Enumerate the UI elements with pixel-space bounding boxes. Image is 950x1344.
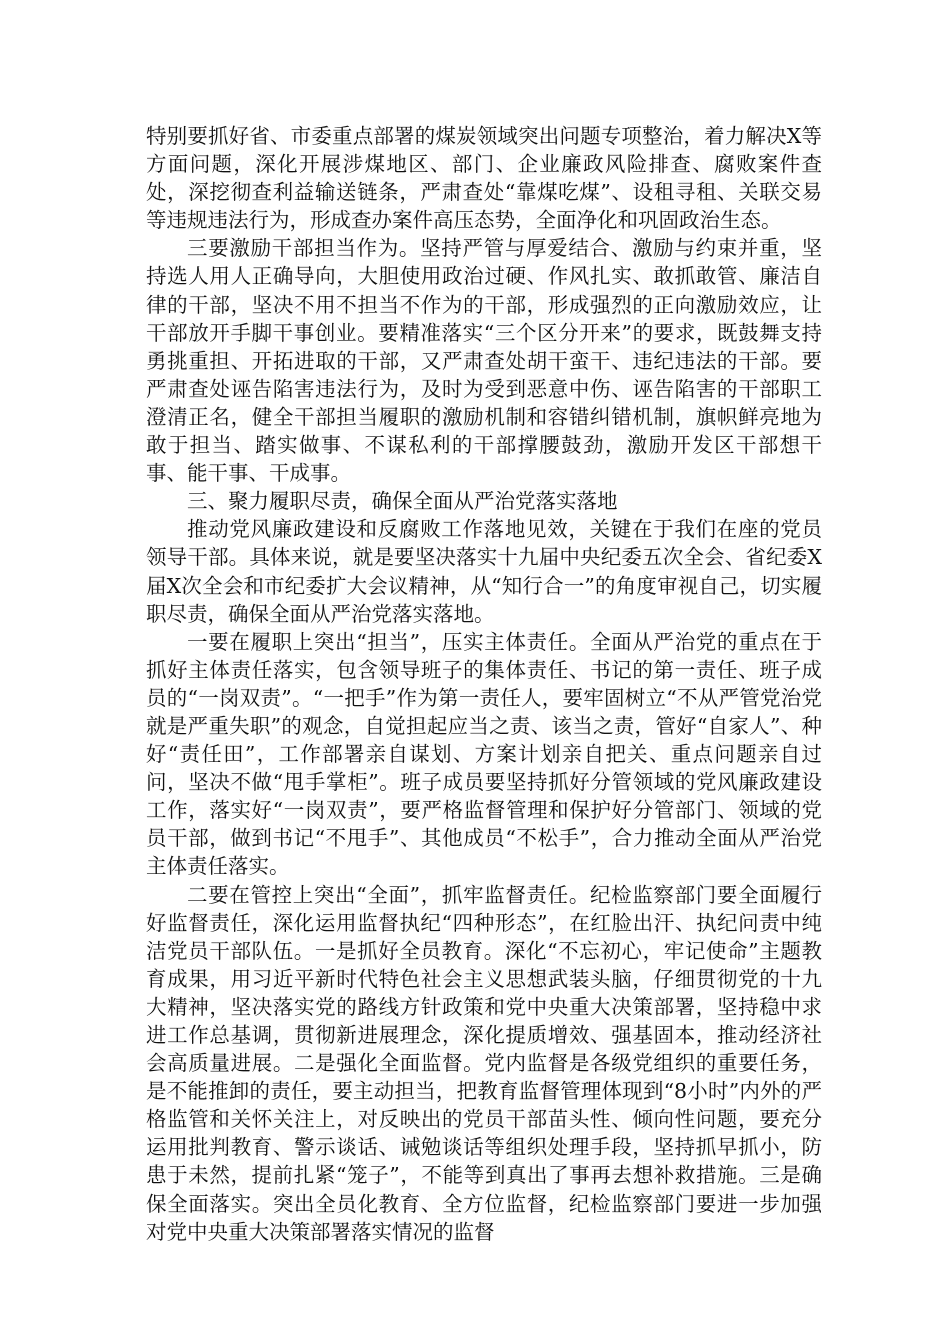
paragraph-5: 二要在管控上突出“全面”，抓牢监督责任。纪检监察部门要全面履行好监督责任，深化运用监督执纪“四种形态”，在红脸出汗、执纪问责中纯洁党员干部队伍。一是抓好全员教育。深化“不忘初心，牢记使命”主题教育成果，用习近平新时代特色社会主义思想武装头脑，仔细贯彻党的十九大精神，坚决落实党的路线方针政策和党中央重大决策部署，坚持稳中求进工作总基调，贯彻新进展理念，深化提质增效、强基固本，推动经济社会高质量进展。二是强化全面监督。党内监督是各级党组织的重要任务，是不能推卸的责任，要主动担当，把教育监督管理体现到“8小时”内外的严格监管和关怀关注上，对反映出的党员干部苗头性、倾向性问题，要充分运用批判教育、警示谈话、诫勉谈话等组织处理手段，坚持抓早抓小，防患于未然，提前扎紧“笼子”，不能等到真出了事再去想补救措施。三是确保全面落实。突出全员化教育、全方位监督，纪检监察部门要进一步加强对党中央重大决策部署落实情况的监督 (146, 882, 822, 1244)
paragraph-1: 特别要抓好省、市委重点部署的煤炭领域突出问题专项整治，着力解决X等方面问题，深化开展涉煤地区、部门、企业廉政风险排查、腐败案件查处，深挖彻查利益输送链条，严肃查处“靠煤吃煤”、设租寻租、关联交易等违规违法行为，形成查办案件高压态势，全面净化和巩固政治生态。 (146, 124, 822, 233)
paragraph-3: 推动党风廉政建设和反腐败工作落地见效，关键在于我们在座的党员领导干部。具体来说，就是要坚决落实十九届中央纪委五次全会、省纪委X届X次全会和市纪委扩大会议精神，从“知行合一”的角度审视自己，切实履职尽责，确保全面从严治党落实落地。 (146, 517, 822, 626)
paragraph-4: 一要在履职上突出“担当”，压实主体责任。全面从严治党的重点在于抓好主体责任落实，包含领导班子的集体责任、书记的第一责任、班子成员的“一岗双责”。“一把手”作为第一责任人，要牢固树立“不从严管党治党就是严重失职”的观念，自觉担起应当之责、该当之责，管好“自家人”、种好“责任田”，工作部署亲自谋划、方案计划亲自把关、重点问题亲自过问，坚决不做“甩手掌柜”。班子成员要坚持抓好分管领域的党风廉政建设工作，落实好“一岗双责”，要严格监督管理和保护好分管部门、领域的党员干部，做到书记“不甩手”、其他成员“不松手”，合力推动全面从严治党主体责任落实。 (146, 629, 822, 879)
document-page (146, 122, 822, 1246)
section-heading: 三、聚力履职尽责，确保全面从严治党落实落地 (187, 489, 618, 514)
paragraph-2: 三要激励干部担当作为。坚持严管与厚爱结合、激励与约束并重，坚持选人用人正确导向，大胆使用政治过硬、作风扎实、敢抓敢管、廉洁自律的干部，坚决不用不担当不作为的干部，形成强烈的正向激励效应，让干部放开手脚干事创业。要精准落实“三个区分开来”的要求，既鼓舞支持勇挑重担、开拓进取的干部，又严肃查处胡干蛮干、违纪违法的干部。要严肃查处诬告陷害违法行为，及时为受到恶意中伤、诬告陷害的干部职工澄清正名，健全干部担当履职的激励机制和容错纠错机制，旗帜鲜亮地为敢于担当、踏实做事、不谋私利的干部撑腰鼓劲，激励开发区干部想干事、能干事、干成事。 (146, 236, 822, 486)
